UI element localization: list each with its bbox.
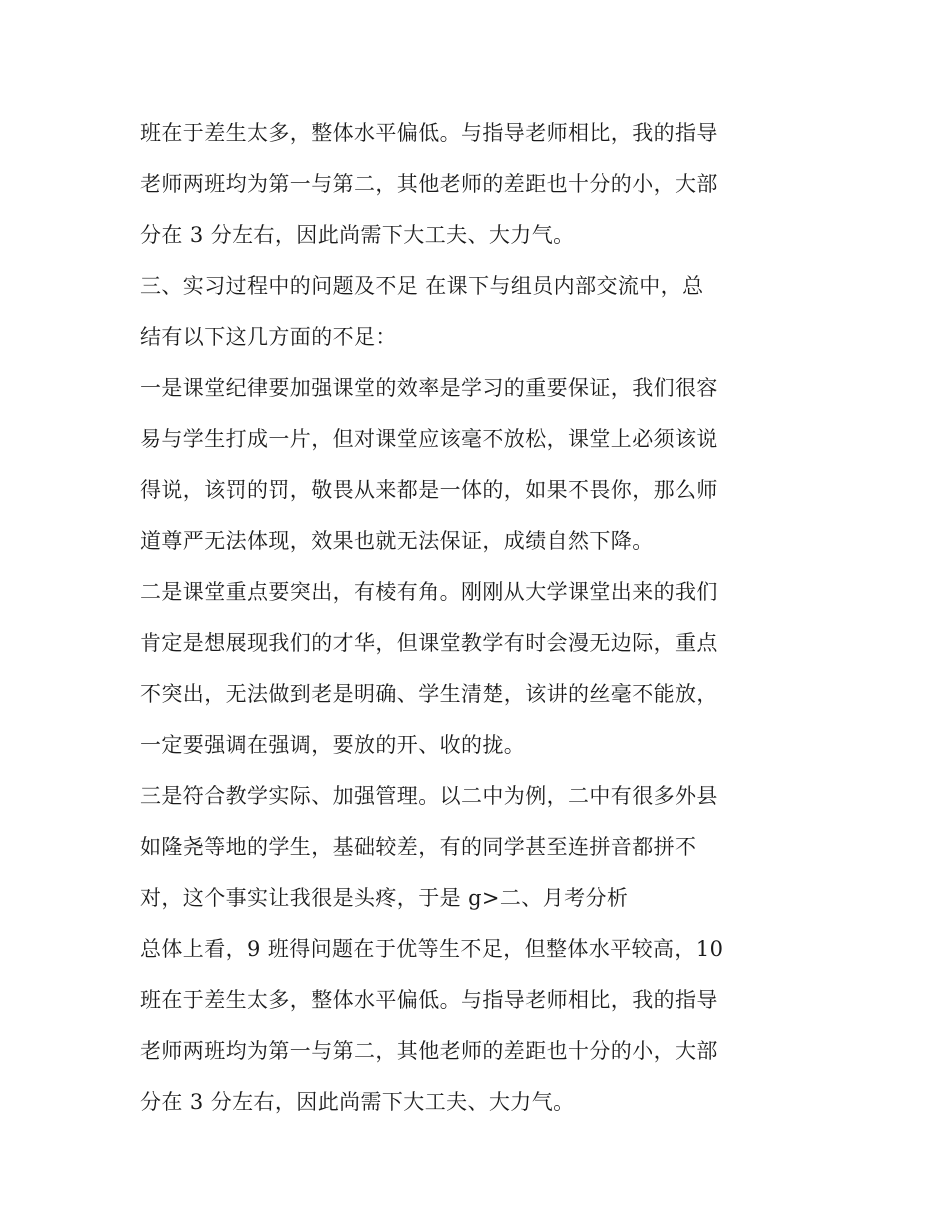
text-line: 肯定是想展现我们的才华，但课堂教学有时会漫无边际，重点	[140, 631, 718, 655]
text-line: 三是符合教学实际、加强管理。以二中为例，二中有很多外县	[140, 784, 718, 808]
text-line: 得说，该罚的罚，敬畏从来都是一体的，如果不畏你，那么师	[140, 478, 718, 502]
text-line: 不突出，无法做到老是明确、学生清楚，该讲的丝毫不能放，	[140, 682, 718, 706]
text-line: 总体上看，9 班得问题在于优等生不足，但整体水平较高，10	[140, 937, 724, 961]
text-line: 老师两班均为第一与第二，其他老师的差距也十分的小，大部	[140, 1039, 718, 1063]
text-line: 道尊严无法体现，效果也就无法保证，成绩自然下降。	[140, 529, 654, 553]
text-line: 分在 3 分左右，因此尚需下大工夫、大力气。	[140, 223, 575, 247]
text-line: 一定要强调在强调，要放的开、收的拢。	[140, 733, 526, 757]
text-line: 对，这个事实让我很是头疼，于是 g>二、月考分析	[140, 886, 629, 910]
text-line: 老师两班均为第一与第二，其他老师的差距也十分的小，大部	[140, 172, 718, 196]
text-line: 班在于差生太多，整体水平偏低。与指导老师相比，我的指导	[140, 121, 718, 145]
text-line: 易与学生打成一片，但对课堂应该毫不放松，课堂上必须该说	[140, 427, 718, 451]
text-line: 如隆尧等地的学生，基础较差，有的同学甚至连拼音都拼不	[140, 835, 697, 859]
text-line: 二是课堂重点要突出，有棱有角。刚刚从大学课堂出来的我们	[140, 580, 718, 604]
text-line: 分在 3 分左右，因此尚需下大工夫、大力气。	[140, 1090, 575, 1114]
text-line: 一是课堂纪律要加强课堂的效率是学习的重要保证，我们很容	[140, 376, 718, 400]
text-line: 班在于差生太多，整体水平偏低。与指导老师相比，我的指导	[140, 988, 718, 1012]
text-line: 结有以下这几方面的不足：	[140, 325, 397, 349]
section-heading-line: 三、实习过程中的问题及不足 在课下与组员内部交流中，总	[140, 274, 704, 298]
body-text	[140, 108, 830, 1128]
